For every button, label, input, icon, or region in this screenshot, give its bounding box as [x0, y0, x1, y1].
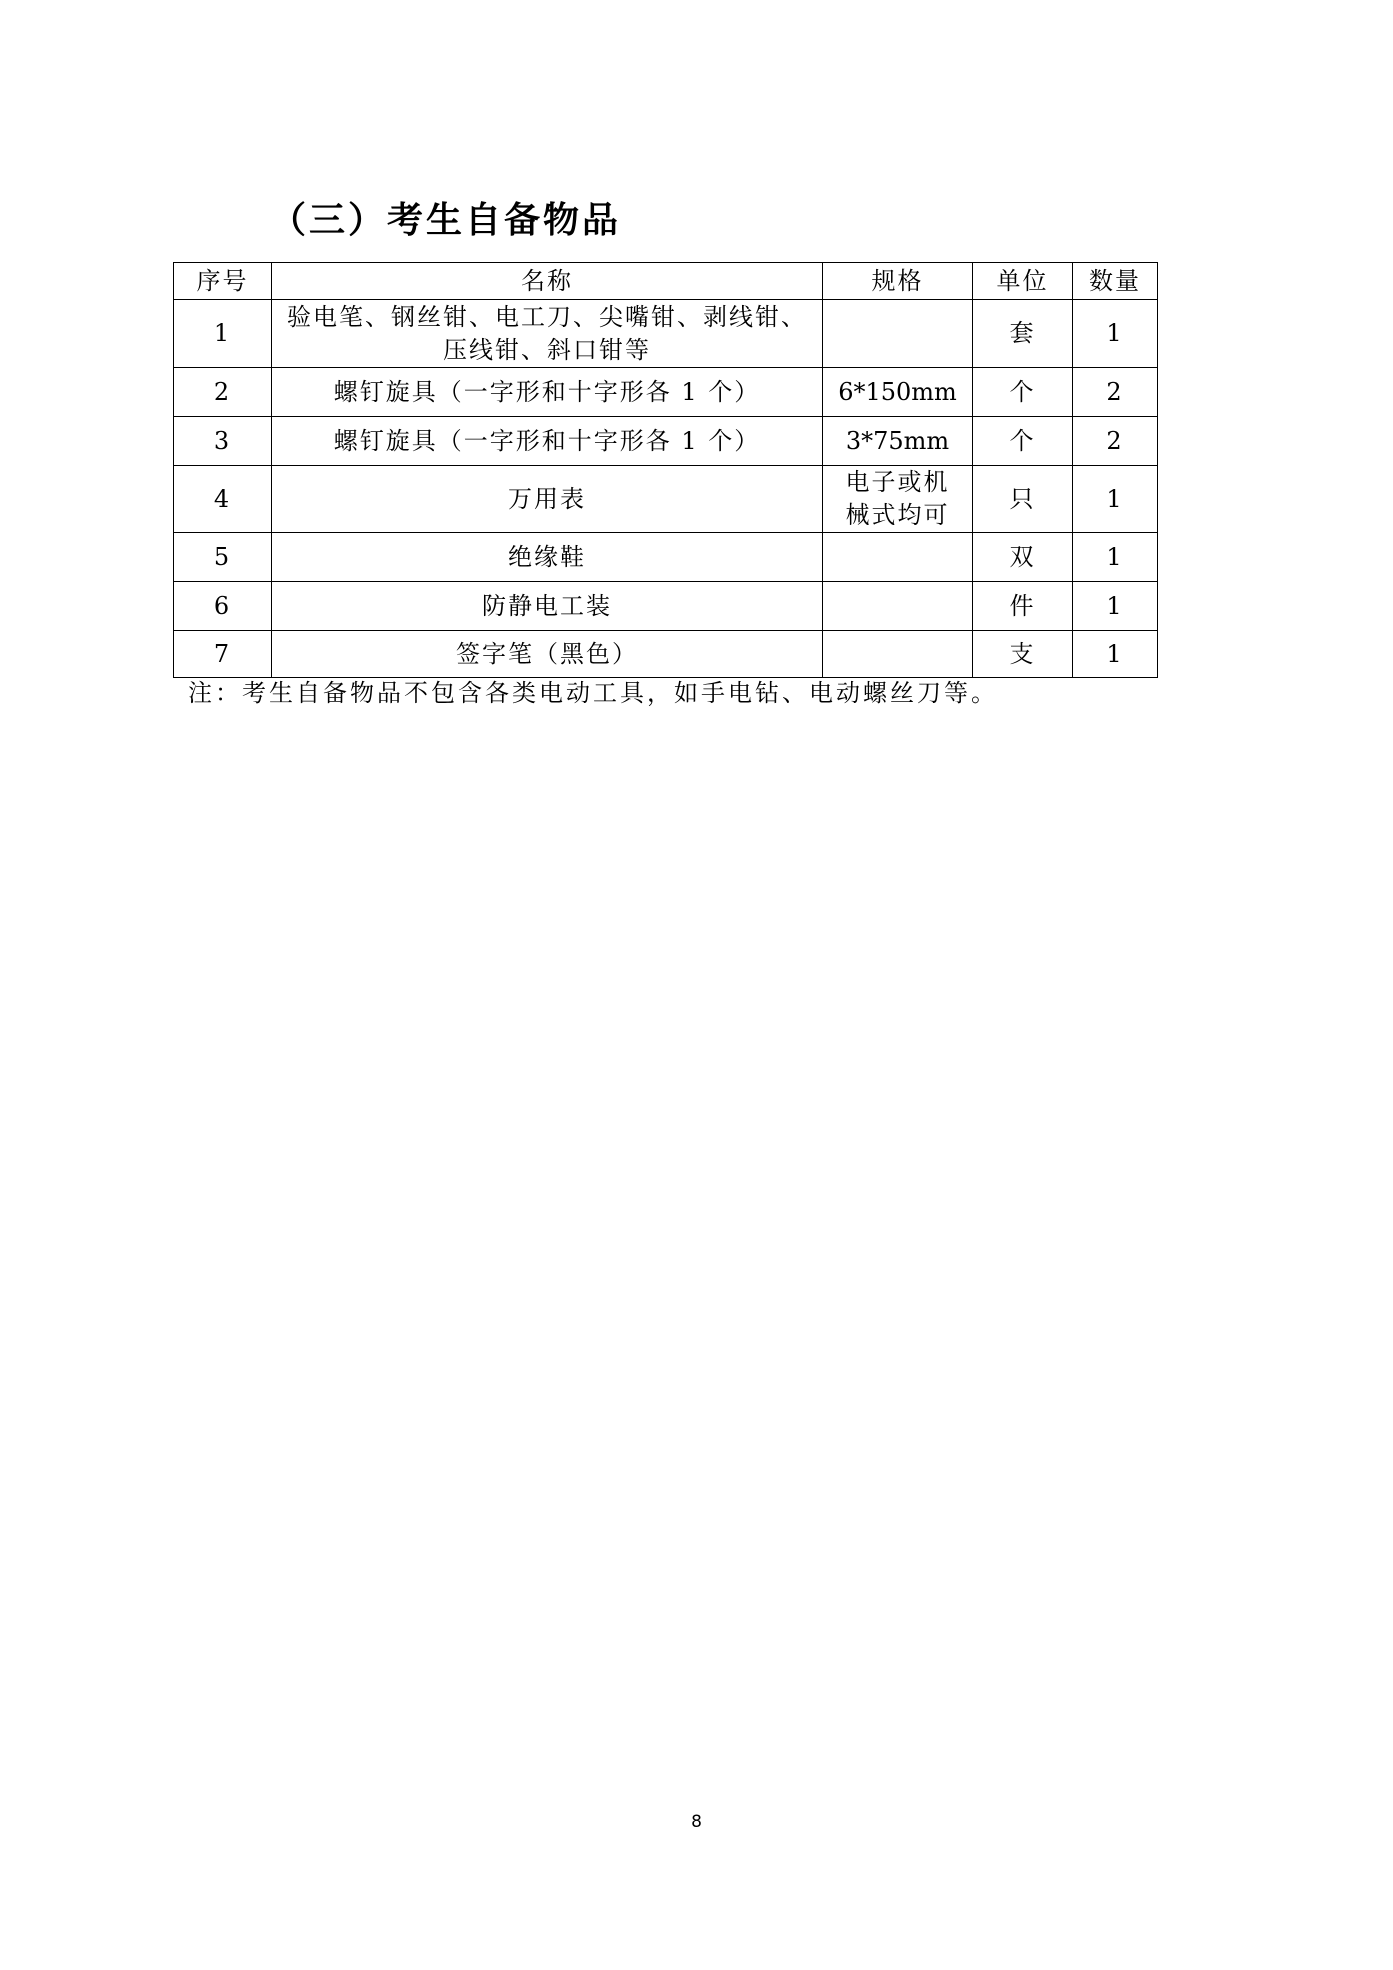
cell-name: 防静电工装 — [272, 582, 823, 631]
cell-quantity: 1 — [1073, 582, 1158, 631]
cell-spec — [823, 300, 973, 368]
table-row — [174, 466, 1158, 533]
cell-unit: 双 — [973, 533, 1073, 582]
cell-name: 螺钉旋具（一字形和十字形各 1 个） — [272, 368, 823, 417]
cell-unit: 个 — [973, 368, 1073, 417]
table-row — [174, 417, 1158, 466]
cell-quantity: 1 — [1073, 631, 1158, 678]
cell-index: 1 — [174, 300, 272, 368]
table-row — [174, 300, 1158, 368]
table-row — [174, 533, 1158, 582]
table-row — [174, 582, 1158, 631]
table-row — [174, 631, 1158, 678]
header-spec: 规格 — [823, 263, 973, 300]
cell-name: 绝缘鞋 — [272, 533, 823, 582]
cell-index: 5 — [174, 533, 272, 582]
cell-unit: 套 — [973, 300, 1073, 368]
cell-index: 3 — [174, 417, 272, 466]
cell-quantity: 1 — [1073, 533, 1158, 582]
cell-unit: 只 — [973, 466, 1073, 533]
cell-index: 2 — [174, 368, 272, 417]
page-number: 8 — [691, 1812, 702, 1832]
cell-name: 签字笔（黑色） — [272, 631, 823, 678]
cell-quantity: 2 — [1073, 417, 1158, 466]
header-unit: 单位 — [973, 263, 1073, 300]
header-name: 名称 — [272, 263, 823, 300]
cell-spec: 电子或机械式均可 — [823, 466, 973, 533]
cell-unit: 支 — [973, 631, 1073, 678]
cell-spec — [823, 533, 973, 582]
cell-quantity: 2 — [1073, 368, 1158, 417]
cell-spec — [823, 631, 973, 678]
footnote: 注：考生自备物品不包含各类电动工具，如手电钻、电动螺丝刀等。 — [188, 679, 998, 707]
cell-quantity: 1 — [1073, 300, 1158, 368]
header-quantity: 数量 — [1073, 263, 1158, 300]
cell-quantity: 1 — [1073, 466, 1158, 533]
cell-spec: 3*75mm — [823, 417, 973, 466]
cell-spec: 6*150mm — [823, 368, 973, 417]
table-header-row — [174, 263, 1158, 300]
table-row — [174, 368, 1158, 417]
cell-name: 验电笔、钢丝钳、电工刀、尖嘴钳、剥线钳、压线钳、斜口钳等 — [272, 300, 823, 368]
cell-index: 7 — [174, 631, 272, 678]
cell-unit: 件 — [973, 582, 1073, 631]
cell-spec — [823, 582, 973, 631]
items-table — [173, 262, 1158, 678]
header-index: 序号 — [174, 263, 272, 300]
cell-name: 万用表 — [272, 466, 823, 533]
cell-index: 4 — [174, 466, 272, 533]
cell-name: 螺钉旋具（一字形和十字形各 1 个） — [272, 417, 823, 466]
cell-unit: 个 — [973, 417, 1073, 466]
cell-index: 6 — [174, 582, 272, 631]
section-title: （三）考生自备物品 — [270, 200, 622, 241]
